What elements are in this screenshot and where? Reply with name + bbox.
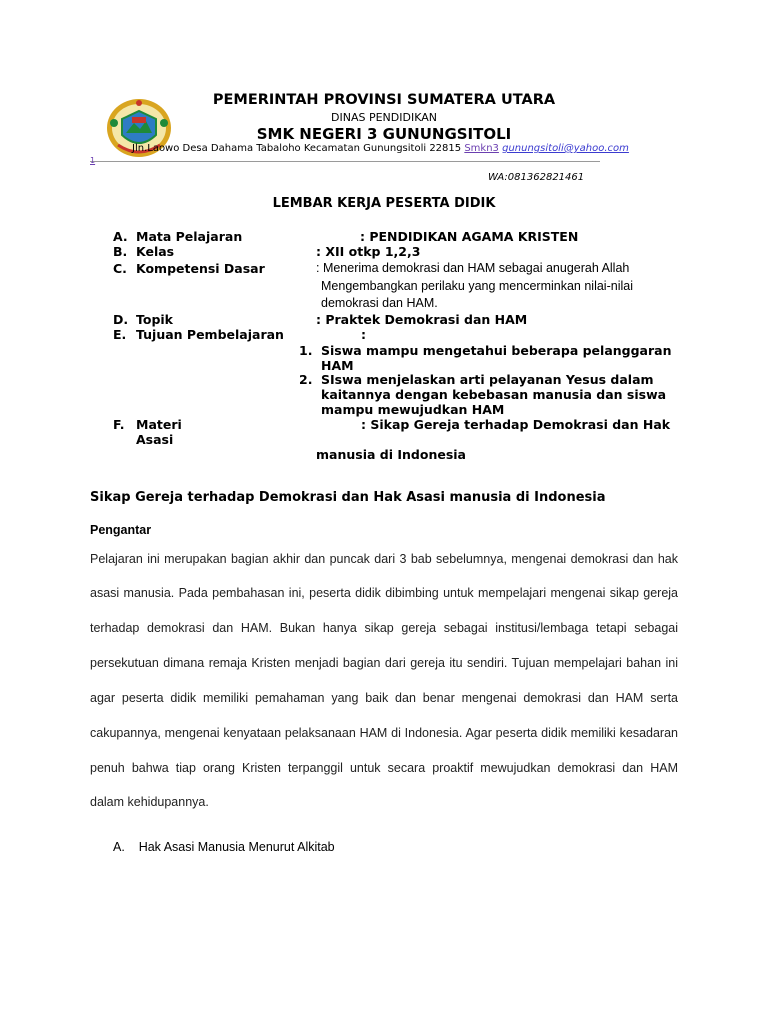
department-name: DINAS PENDIDIKAN — [331, 111, 437, 124]
stray-footnote-mark: 1 — [90, 156, 96, 165]
school-name: SMK NEGERI 3 GUNUNGSITOLI — [256, 125, 512, 143]
paragraph-line-8: dalam kehidupannya. — [90, 795, 209, 809]
paragraph-line-4: persekutuan dimana remaja Kristen menjadi bagian dari gereja itu sendiri. Tujuan mempelajari bahan ini — [90, 656, 678, 670]
paragraph-line-2: asasi manusia. Pada pembahasan ini, peserta didik dibimbing untuk mempelajari mengenai sikap gereja — [90, 586, 678, 600]
info-d-value: : Praktek Demokrasi dan HAM — [316, 312, 528, 327]
section-title: Sikap Gereja terhadap Demokrasi dan Hak Asasi manusia di Indonesia — [90, 490, 606, 505]
info-e-colon: : — [361, 327, 366, 342]
info-d-label: Topik — [136, 312, 173, 327]
info-c-value-line2: Mengembangkan perilaku yang mencerminkan nilai-nilai — [321, 279, 633, 293]
info-f-marker: F. — [113, 417, 125, 432]
email-link[interactable]: gunungsitoli@yahoo.com — [502, 143, 629, 154]
info-c-value-line1: : Menerima demokrasi dan HAM sebagai anugerah Allah — [316, 261, 630, 275]
info-c-marker: C. — [113, 261, 127, 276]
list-item-a: A. Hak Asasi Manusia Menurut Alkitab — [113, 840, 335, 854]
school-address: Jln.Laowo Desa Dahama Tabaloho Kecamatan Gunungsitoli 22815 — [132, 143, 462, 154]
info-d-marker: D. — [113, 312, 129, 327]
goal-2-line3: mampu mewujudkan HAM — [321, 402, 505, 417]
paragraph-line-5: agar peserta didik memiliki pemahaman yang baik dan benar mengenai demokrasi dan HAM serta — [90, 691, 678, 705]
info-c-value-line3: demokrasi dan HAM. — [321, 296, 438, 310]
goal-2-line2: kaitannya dengan kebebasan manusia dan siswa — [321, 387, 667, 402]
subheading-pengantar: Pengantar — [90, 523, 152, 537]
info-b-value: : XII otkp 1,2,3 — [316, 244, 421, 259]
paragraph-line-3: terhadap demokrasi dan HAM. Bukan hanya sikap gereja sebagai institusi/lembaga tetapi sebagai — [90, 621, 678, 635]
info-a-label: Mata Pelajaran — [136, 229, 243, 244]
email-prefix-link[interactable]: Smkn3 — [464, 143, 499, 154]
info-c-label: Kompetensi Dasar — [136, 261, 265, 276]
worksheet-title: LEMBAR KERJA PESERTA DIDIK — [272, 196, 496, 211]
info-b-marker: B. — [113, 244, 128, 259]
info-e-marker: E. — [113, 327, 127, 342]
info-b-label: Kelas — [136, 244, 175, 259]
paragraph-line-6: cakupannya, mengenai kenyataan pelaksanaan HAM di Indonesia. Agar peserta didik memiliki kesadaran — [90, 726, 678, 740]
goal-1-line2: HAM — [321, 358, 354, 373]
goal-1-number: 1. — [299, 343, 313, 358]
info-f-value-line2: manusia di Indonesia — [316, 447, 466, 462]
info-e-label: Tujuan Pembelajaran — [136, 327, 284, 342]
school-address-line — [132, 143, 629, 154]
goal-2-line1: SIswa menjelaskan arti pelayanan Yesus dalam — [321, 372, 654, 387]
paragraph-line-1: Pelajaran ini merupakan bagian akhir dan puncak dari 3 bab sebelumnya, mengenai demokrasi dan hak — [90, 552, 678, 566]
info-f-label-line1: Materi — [136, 417, 182, 432]
paragraph-line-7: penuh bahwa tiap orang Kristen terpanggil untuk secara proaktif mewujudkan demokrasi dan HAM — [90, 761, 678, 775]
government-name: PEMERINTAH PROVINSI SUMATERA UTARA — [212, 92, 556, 108]
header-divider — [90, 161, 600, 162]
goal-1-line1: Siswa mampu mengetahui beberapa pelanggaran — [321, 343, 672, 358]
info-a-value: : PENDIDIKAN AGAMA KRISTEN — [360, 229, 579, 244]
goal-2-number: 2. — [299, 372, 313, 387]
info-f-label-line2: Asasi — [136, 432, 174, 447]
info-f-value-line1: : Sikap Gereja terhadap Demokrasi dan Hak — [361, 417, 671, 432]
info-a-marker: A. — [113, 229, 128, 244]
whatsapp-number: WA:081362821461 — [488, 172, 585, 183]
